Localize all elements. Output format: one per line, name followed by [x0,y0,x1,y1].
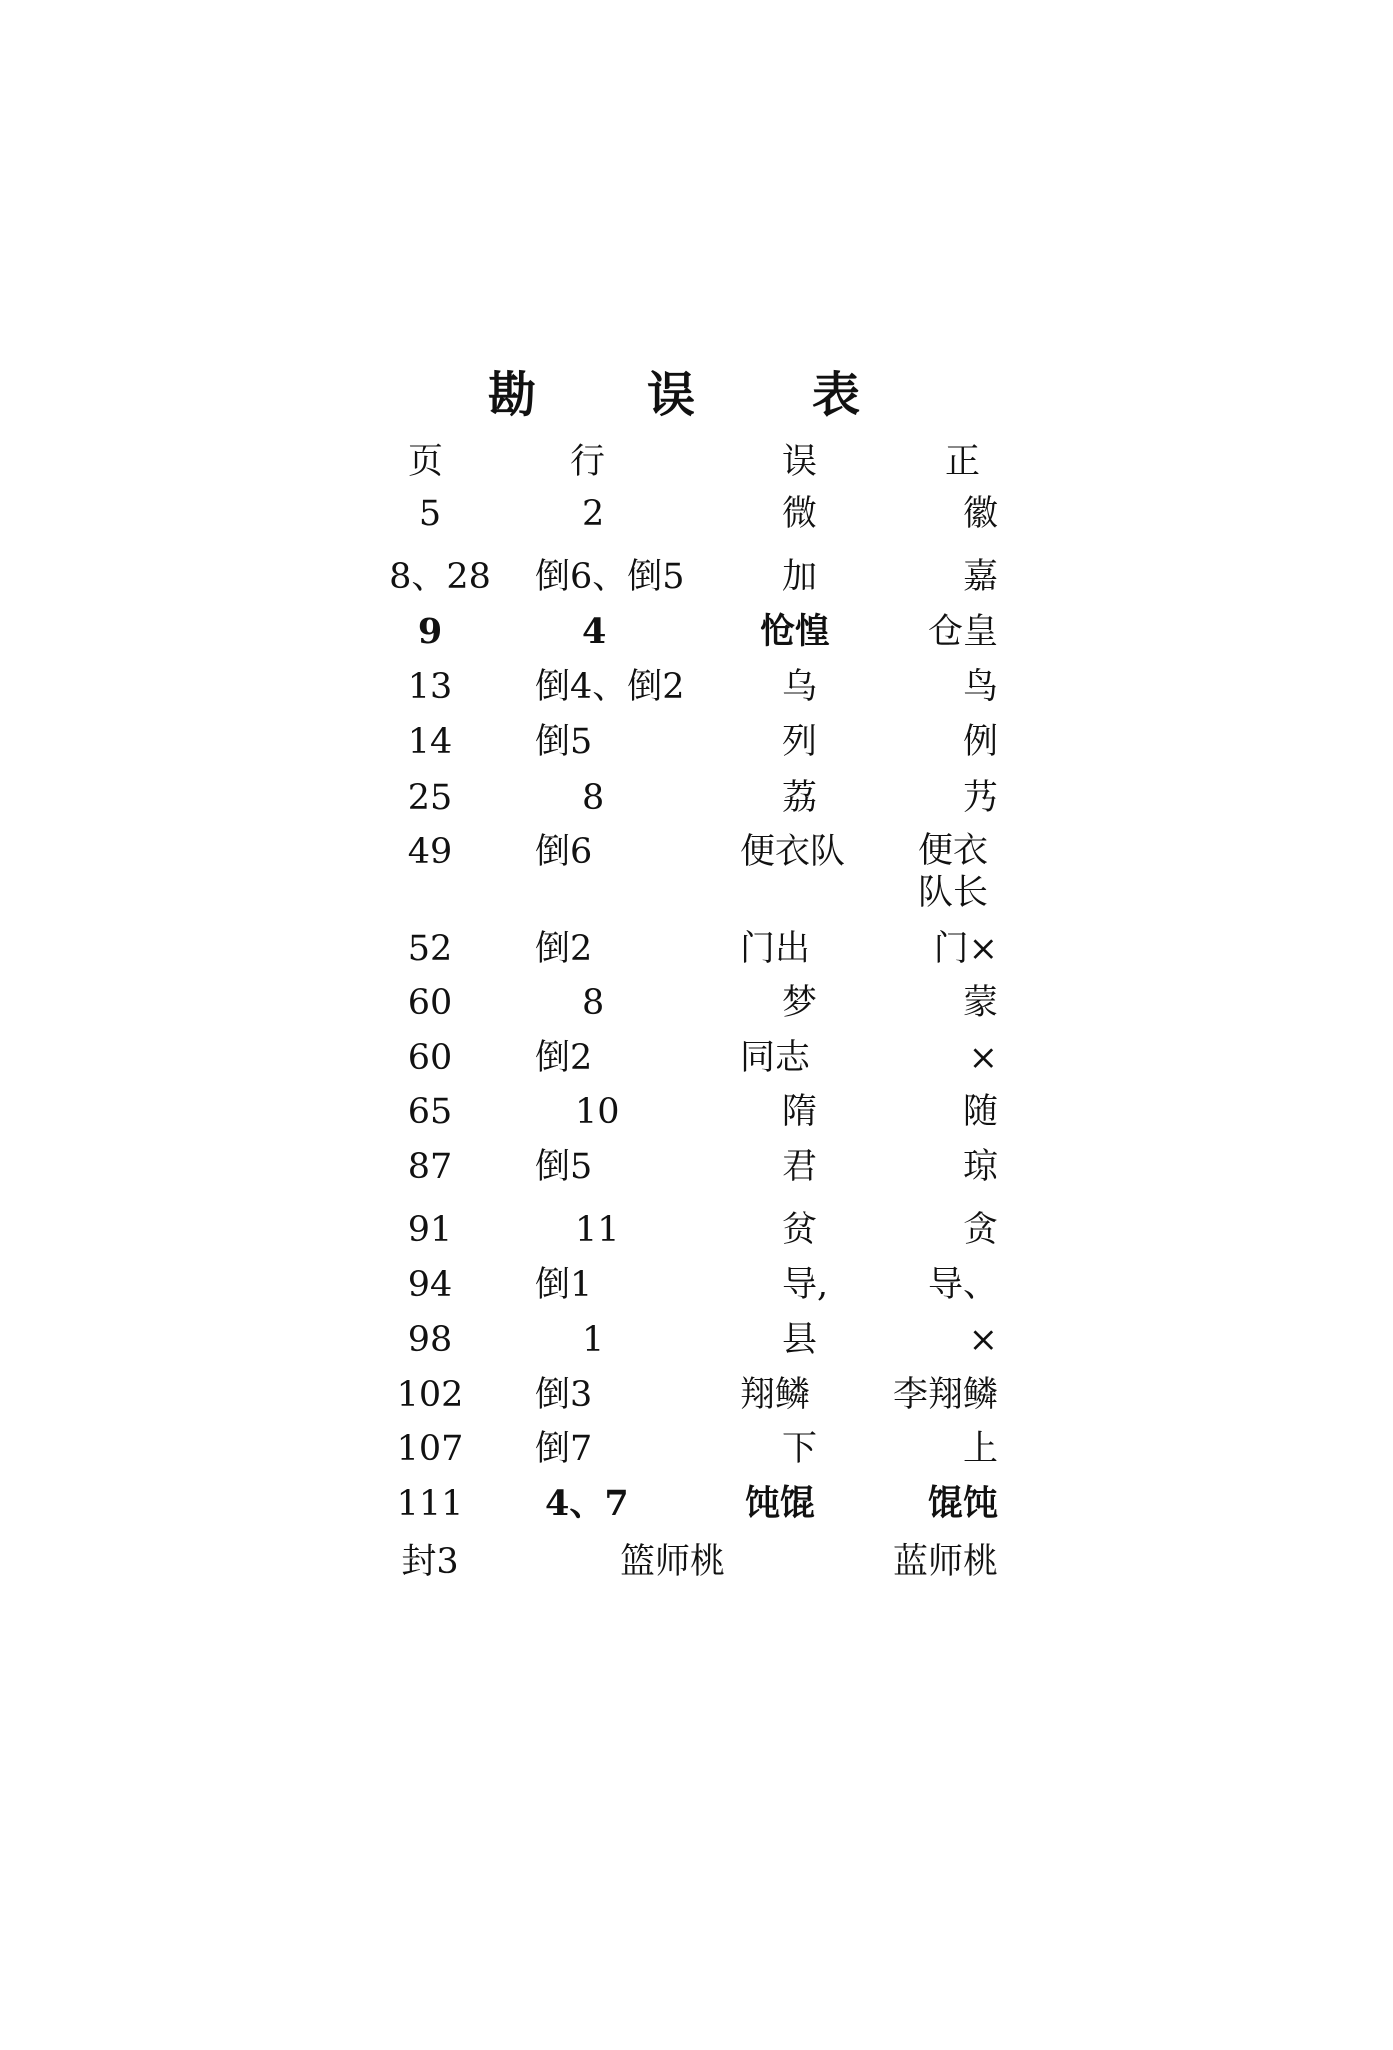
row-line: 11 [575,1210,620,1250]
row-correct: 门× [933,929,998,969]
row-page: 封3 [401,1542,459,1582]
row-page: 91 [407,1210,453,1250]
row-line: 倒6、倒5 [535,557,685,597]
row-line: 8 [582,778,605,818]
row-correct: 随 [962,1092,998,1132]
row-page: 98 [407,1320,453,1360]
row-error: 怆惶 [760,611,831,652]
header-page: 页 [408,442,444,482]
row-error: 隋 [782,1092,818,1132]
row-page: 102 [396,1375,464,1415]
row-page: 25 [407,778,453,818]
row-error: 列 [782,722,818,762]
row-correct: × [968,1038,998,1078]
row-correct: 仓皇 [927,612,998,652]
row-page: 52 [407,929,453,969]
row-line: 倒2 [535,1038,593,1078]
row-error: 下 [782,1429,818,1469]
row-line: 1 [582,1320,605,1360]
row-page: 111 [396,1484,464,1524]
row-correct: 琼 [962,1147,998,1187]
row-correct: 嘉 [962,557,998,597]
row-page: 87 [407,1147,453,1187]
row-line: 倒5 [535,1147,593,1187]
row-page: 60 [407,1038,453,1078]
header-line: 行 [570,442,606,482]
row-error: 梦 [782,983,818,1023]
title-char-1: 勘 [488,367,537,423]
row-correct: 徽 [962,494,998,534]
row-page: 5 [418,494,442,534]
title-char-2: 误 [647,367,696,423]
row-error: 门出 [740,929,811,969]
row-line: 2 [582,494,605,534]
row-page: 60 [407,983,453,1023]
row-line: 倒1 [535,1265,593,1305]
row-line: 8 [582,983,605,1023]
row-error: 翔鳞 [740,1375,811,1415]
row-correct: 蓝师桃 [892,1542,998,1582]
row-error: 同志 [740,1038,811,1078]
row-correct: 贪 [962,1210,998,1250]
row-error: 君 [782,1147,818,1187]
row-correct: 艿 [962,778,998,818]
row-page: 8、28 [389,557,491,597]
row-error: 加 [782,557,818,597]
header-error: 误 [782,442,818,482]
row-error: 导, [782,1265,829,1305]
row-line: 倒4、倒2 [535,667,685,707]
row-correct: 蒙 [962,983,998,1023]
row-page: 94 [407,1265,453,1305]
title-char-3: 表 [812,367,861,423]
row-line: 4 [582,611,607,652]
row-line: 倒3 [535,1375,593,1415]
row-correct: × [968,1320,998,1360]
row-line: 4、7 [545,1483,629,1524]
row-line: 倒7 [535,1429,593,1469]
row-line: 倒6 [535,832,593,872]
row-line: 10 [575,1092,620,1132]
row-error: 微 [782,494,818,534]
header-correct: 正 [945,442,981,482]
row-correct: 上 [962,1429,998,1469]
row-page: 107 [396,1429,464,1469]
row-error: 饨馄 [745,1483,816,1524]
row-error: 县 [782,1320,818,1360]
row-correct: 馄饨 [927,1483,998,1524]
row-correct: 鸟 [962,667,998,707]
row-correct: 例 [962,722,998,762]
row-page: 13 [407,667,453,707]
row-line: 倒2 [535,929,593,969]
row-error: 贫 [782,1210,818,1250]
row-page: 65 [407,1092,453,1132]
row-correct: 导、 [927,1265,998,1305]
row-error: 篮师桃 [620,1542,726,1582]
row-error: 荔 [782,778,818,818]
row-page: 49 [407,832,453,872]
row-error: 乌 [782,667,818,707]
row-line: 倒5 [535,722,593,762]
row-error: 便衣队 [740,832,846,872]
row-page: 9 [417,611,443,652]
row-correct: 便衣队长 [918,831,989,913]
row-correct: 李翔鳞 [892,1375,998,1415]
row-page: 14 [407,722,453,762]
